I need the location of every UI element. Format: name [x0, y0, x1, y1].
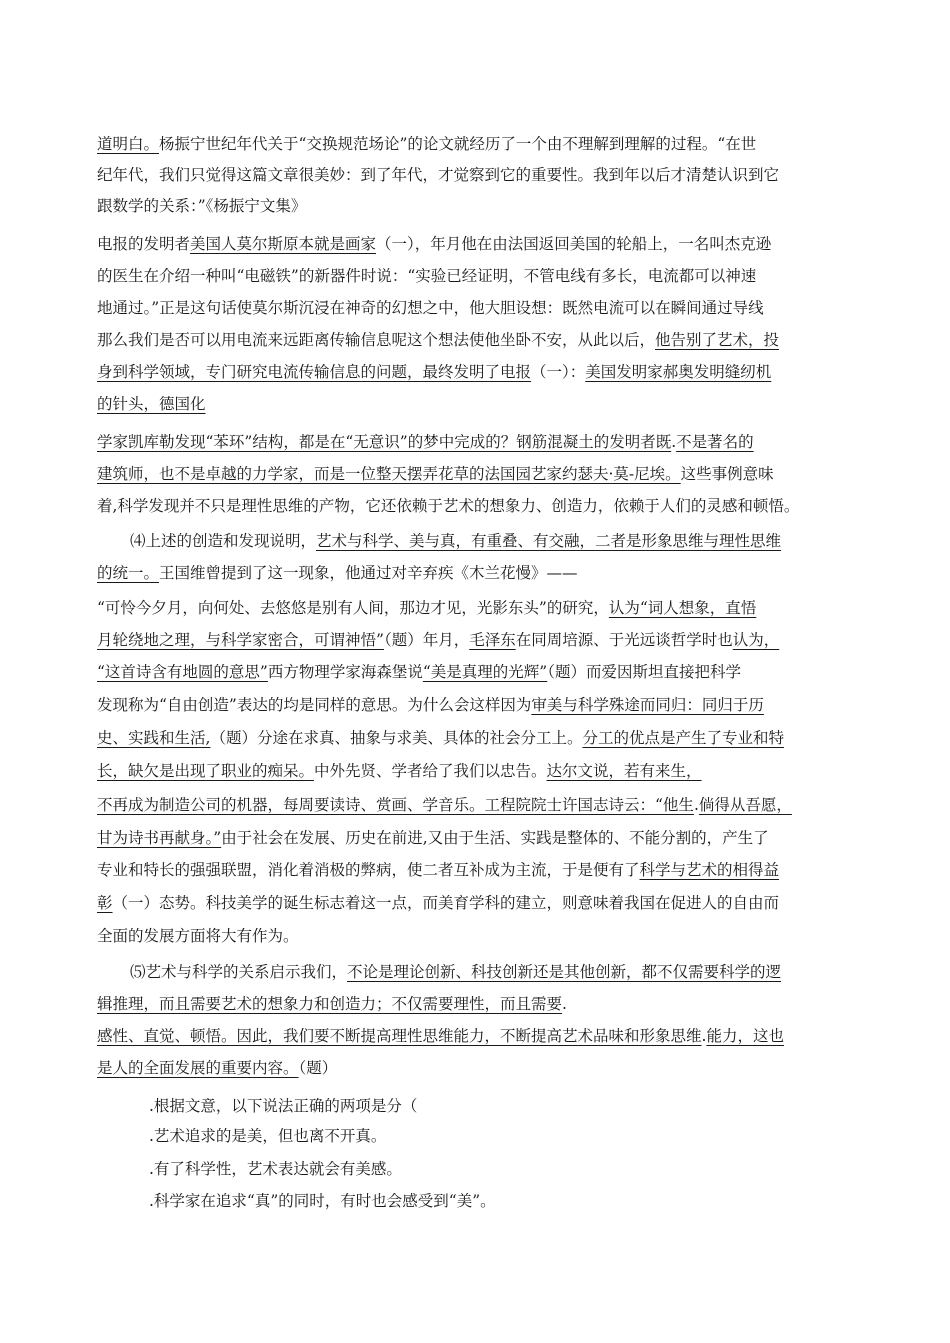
text-line — [97, 265, 756, 289]
underlined-text: 审美与科学殊途而同归：同归于历 — [531, 696, 764, 714]
text-segment: ⑷上述的创造和发现说明， — [130, 532, 317, 550]
text-segment: 西方物理学家海森堡说 — [267, 663, 423, 681]
text-segment: 杨振宁世纪年代关于“交换规范场论”的论文就经历了一个由不理解到理解的过程。“在世 — [159, 135, 757, 153]
text-line — [97, 993, 567, 1017]
text-segment: 发现称为“自由创造”表达的均是同样的意思。为什么会这样因为 — [97, 696, 532, 714]
text-line — [130, 530, 781, 554]
text-line — [97, 361, 771, 385]
text-line — [97, 1025, 784, 1049]
option-line — [149, 1158, 402, 1182]
text-line — [97, 133, 756, 157]
underlined-text: 美国发明家郝奥发明缝纫机 — [585, 363, 772, 381]
underlined-text: 毛泽东 — [469, 631, 516, 649]
text-line — [97, 463, 774, 487]
text-segment: . — [671, 433, 677, 451]
text-segment: （一），年月他在由法国返回美国的轮船上，一名叫杰克逊 — [376, 235, 772, 253]
underlined-text: 建筑师，也不是卓越的力学家，而是一位整天摆弄花草的法国园艺家约瑟夫·莫-尼埃。 — [97, 465, 681, 483]
underlined-text: 认为， — [732, 631, 780, 649]
underlined-text: 感性、直觉、顿悟。因此，我们要不断提高理性思维能力，不断提高艺术品味和形象思维 — [97, 1027, 702, 1045]
text-segment: 王国维曾提到了这一现象，他通过对辛弃疾《木兰花慢》—— — [159, 564, 578, 582]
text-segment: 那么我们是否可以用电流来远距离传输信息呢这个想法使他坐卧不安，从此以后， — [97, 331, 656, 349]
underlined-text: 不论是理论创新、科技创新还是其他创新，都不仅需要科学的逻 — [347, 963, 782, 981]
text-segment: （一）态势。科技美学的诞生标志着这一点，而美育学科的建立，则意味着我国在促进人的自由而 — [112, 894, 780, 912]
text-segment: “可怜今夕月，向何处、去悠悠是别有人间，那边才见，光影东头”的研究， — [97, 599, 609, 617]
underlined-text: 美国人莫尔斯原本就是画家 — [190, 235, 377, 253]
text-line — [97, 297, 764, 321]
text-segment: （题） — [298, 1059, 338, 1077]
text-segment: . — [701, 1027, 707, 1045]
text-line — [97, 562, 578, 586]
text-line — [97, 329, 779, 353]
text-segment: ⑸艺术与科学的关系启示我们， — [130, 963, 348, 981]
underlined-text: 能力，这也 — [706, 1027, 784, 1045]
underlined-text: 他告别了艺术，投 — [655, 331, 780, 349]
underlined-text: 学家凯库勒发现“苯环”结构，都是在“无意识”的梦中完成的？钢筋混凝土的发明者既 — [97, 433, 672, 451]
text-segment: 由于社会在发展、历史在前进,又由于生活、实践是整体的、不能分割的，产生了 — [221, 829, 769, 847]
text-segment: .有了科学性，艺术表达就会有美感。 — [149, 1160, 402, 1178]
underlined-text: 长，缺欠是出现了职业的痴呆。 — [97, 762, 315, 780]
text-line — [97, 859, 779, 883]
text-line — [97, 1057, 337, 1081]
text-segment: .科学家在追求“真”的同时，有时也会感受到“美”。 — [149, 1192, 496, 1210]
text-segment: 电报的发明者 — [97, 235, 191, 253]
text-segment: （题）而爱因斯坦直接把科学 — [547, 663, 741, 681]
text-segment: .艺术追求的是美，但也离不开真。 — [149, 1127, 387, 1145]
text-line — [97, 925, 299, 949]
underlined-text: 甘为诗书再献身。” — [97, 829, 222, 847]
text-segment: 纪年代，我们只觉得这篇文章很美妙：到了年代，才觉察到它的重要性。我到年以后才清楚认识到它 — [97, 166, 780, 184]
underlined-text: 分工的优点是产生了专业和特 — [582, 729, 784, 747]
underlined-text: 科学与艺术的相得益 — [639, 861, 780, 879]
text-line — [97, 597, 756, 621]
text-segment: 跟数学的关系：”《杨振宁文集》 — [97, 197, 307, 215]
option-line — [149, 1190, 496, 1214]
text-line — [97, 727, 784, 751]
text-segment: （一）： — [531, 363, 586, 381]
text-segment: 这些事例意味 — [680, 465, 774, 483]
text-segment: 着,科学发现并不只是理性思维的产物，它还依赖于艺术的想象力、创造力，依赖于人们的灵感和顿悟。 — [97, 497, 800, 515]
question-stem — [149, 1095, 417, 1119]
underlined-text: 的统一。 — [97, 564, 160, 582]
underlined-text: 月轮绕地之理，与科学家密合，可谓神悟” — [97, 631, 384, 649]
text-line — [97, 629, 779, 653]
underlined-text: 倘得从吾愿， — [698, 796, 792, 814]
text-line — [97, 694, 764, 718]
underlined-text: 身到科学领域，专门研究电流传输信息的问题，最终发明了电报 — [97, 363, 532, 381]
underlined-text: 史、实践和生活, — [97, 729, 211, 747]
text-segment: . — [562, 995, 567, 1013]
underlined-text: 不是著名的 — [676, 433, 754, 451]
text-segment: 专业和特长的强强联盟，消化着消极的弊病，使二者互补成为主流，于是便有了 — [97, 861, 640, 879]
text-line — [97, 164, 779, 188]
text-line — [97, 892, 779, 916]
text-line — [97, 495, 799, 519]
underlined-text: 不再成为制造公司的机器，每周要读诗、赏画、学音乐。工程院院士许国志诗云：“他生 — [97, 796, 694, 814]
text-segment: 的医生在介绍一种叫“电磁铁”的新器件时说：“实验已经证明，不管电线有多长，电流都可以神速 — [97, 267, 757, 285]
text-line — [97, 827, 769, 851]
text-line — [97, 233, 771, 257]
underlined-text: “美是真理的光辉” — [422, 663, 548, 681]
underlined-text: 彰 — [97, 894, 113, 912]
text-line — [97, 794, 792, 818]
text-line — [97, 431, 754, 455]
text-line — [97, 661, 741, 685]
underlined-text: 辑推理，而且需要艺术的想象力和创造力；不仅需要理性，而且需要 — [97, 995, 563, 1013]
underlined-text: 是人的全面发展的重要内容。 — [97, 1059, 299, 1077]
underlined-text: 艺术与科学、美与真，有重叠、有交融，二者是形象思维与理性思维 — [316, 532, 782, 550]
underlined-text: “这首诗含有地圆的意思” — [97, 663, 268, 681]
text-segment: 全面的发展方面将大有作为。 — [97, 927, 299, 945]
option-line — [149, 1125, 386, 1149]
text-line — [97, 393, 206, 417]
text-segment: （题）分途在求真、抽象与求美、具体的社会分工上。 — [210, 729, 583, 747]
text-segment: 地通过。”正是这句话使莫尔斯沉浸在神奇的幻想之中，他大胆设想：既然电流可以在瞬间通过导线 — [97, 299, 764, 317]
text-segment: 在同周培源、于光远谈哲学时也 — [515, 631, 733, 649]
text-line — [97, 760, 702, 784]
underlined-text: 道明白。 — [97, 135, 160, 153]
underlined-text: 的针头，德国化 — [97, 395, 206, 413]
text-segment: . — [693, 796, 699, 814]
underlined-text: 达尔文说，若有来生， — [546, 762, 702, 780]
text-segment: 中外先贤、学者给了我们以忠告。 — [314, 762, 547, 780]
text-line — [97, 195, 306, 219]
text-segment: （题）年月， — [383, 631, 470, 649]
text-segment: .根据文意，以下说法正确的两项是分（ — [149, 1097, 418, 1115]
underlined-text: 认为“词人想象，直悟 — [608, 599, 757, 617]
text-line — [130, 961, 781, 985]
